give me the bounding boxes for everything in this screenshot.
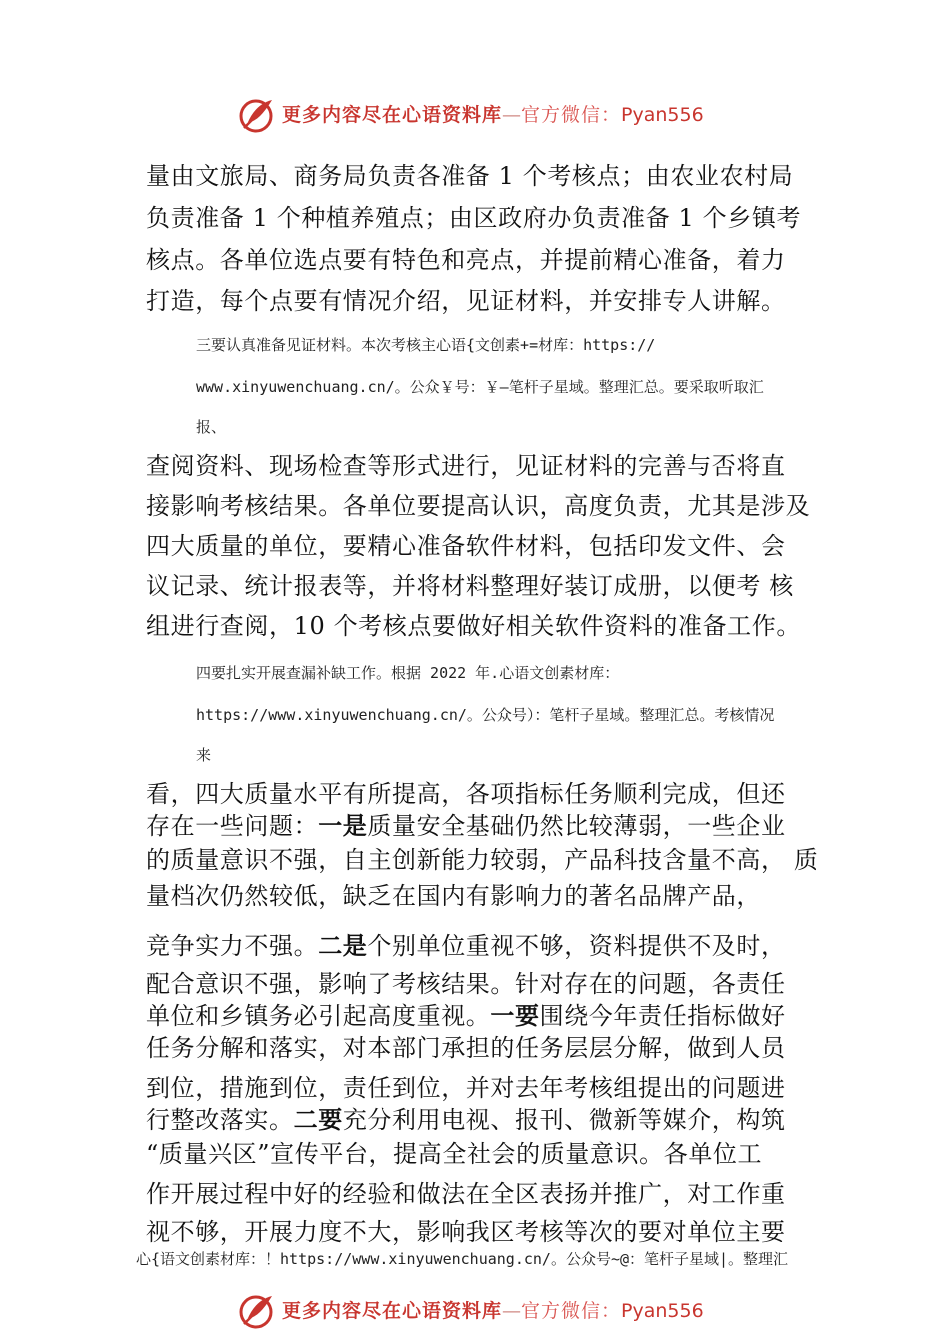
text-line: 接影响考核结果。各单位要提高认识，高度负责，尤其是涉及 (146, 492, 811, 520)
text-line: 任务分解和落实，对本部门承担的任务层层分解，做到人员 (146, 1034, 786, 1062)
note-line: 三要认真准备见证材料。本次考核主心语{文创素+=材库：https:// (196, 336, 656, 354)
emphasis-marker: 一是 (318, 812, 368, 840)
footer-brand-text: 更多内容尽在心语资料库—官方微信：Pyan556 (282, 1300, 704, 1322)
text-line: 行整改落实。二要充分利用电视、报刊、微新等媒介，构筑 (146, 1106, 786, 1134)
note-line: 四要扎实开展查漏补缺工作。根据 2022 年.心语文创素材库： (196, 664, 620, 682)
text-line: 的质量意识不强，自主创新能力较弱，产品科技含量不高， 质 (146, 846, 819, 874)
text-line: 到位，措施到位，责任到位，并对去年考核组提出的问题进 (146, 1074, 786, 1102)
text-line: 视不够，开展力度不大，影响我区考核等次的要对单位主要 (146, 1218, 786, 1246)
header-brand-text: 更多内容尽在心语资料库—官方微信：Pyan556 (282, 104, 704, 126)
footer-banner (0, 1288, 950, 1332)
note-line: 报、 (196, 418, 227, 436)
text-line: 查阅资料、现场检查等形式进行，见证材料的完善与否将直 (146, 452, 786, 480)
text-line: 议记录、统计报表等，并将材料整理好装订成册，以便考 核 (146, 572, 794, 600)
text-line: 配合意识不强，影响了考核结果。针对存在的问题，各责任 (146, 970, 786, 998)
emphasis-marker: 二是 (318, 932, 368, 960)
note-line: www.xinyuwenchuang.cn/。公众￥号：￥—笔杆子星域。整理汇总。要采取听取汇 (196, 378, 764, 396)
text-line: 核点。各单位选点要有特色和亮点，并提前精心准备，着力 (146, 246, 786, 274)
footer-note: 心{语文创素材库：！https://www.xinyuwenchuang.cn/。公众号~@：笔杆子星域|。整理汇 (136, 1250, 789, 1268)
brand-logo-icon (238, 1290, 278, 1330)
text-line: 单位和乡镇务必引起高度重视。一要围绕今年责任指标做好 (146, 1002, 786, 1030)
note-line: 来 (196, 746, 212, 764)
emphasis-marker: 二要 (293, 1106, 343, 1134)
text-line: 负责准备 1 个种植养殖点；由区政府办负责准备 1 个乡镇考 (146, 204, 802, 232)
note-line: https://www.xinyuwenchuang.cn/。公众号）：笔杆子星域。整理汇总。考核情况 (196, 706, 775, 724)
text-line: 四大质量的单位，要精心准备软件材料，包括印发文件、会 (146, 532, 786, 560)
header-banner (0, 92, 950, 136)
text-line: 作开展过程中好的经验和做法在全区表扬并推广，对工作重 (146, 1180, 786, 1208)
text-line: 看，四大质量水平有所提高，各项指标任务顺利完成，但还 (146, 780, 786, 808)
text-line: “质量兴区”宣传平台，提高全社会的质量意识。各单位工 (146, 1140, 763, 1168)
text-line: 打造，每个点要有情况介绍，见证材料，并安排专人讲解。 (146, 287, 786, 315)
brand-logo-icon (238, 94, 278, 134)
text-line: 竞争实力不强。二是个别单位重视不够，资料提供不及时， (146, 932, 786, 960)
text-line: 存在一些问题：一是质量安全基础仍然比较薄弱，一些企业 (146, 812, 786, 840)
text-line: 量由文旅局、商务局负责各准备 1 个考核点；由农业农村局 (146, 162, 794, 190)
emphasis-marker: 一要 (490, 1002, 540, 1030)
text-line: 量档次仍然较低，缺乏在国内有影响力的著名品牌产品， (146, 882, 761, 910)
text-line: 组进行查阅，10 个考核点要做好相关软件资料的准备工作。 (146, 612, 801, 640)
